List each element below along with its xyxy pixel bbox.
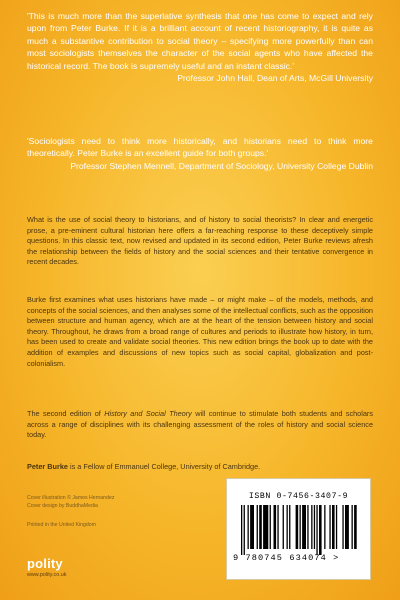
review-quote-hall [27, 10, 373, 84]
review-quote-mennell [27, 135, 373, 172]
blurb-paragraph-2: Burke first examines what uses historians have made – or might make – of the models, methods, and concepts of the social sciences, and then analyses some of the intellectual conflicts, such as the opposition between structure and human agency, which are at the heart of the tension between history and social theory. Throughout, he draws from a broad range of cultures and periods to illustrate how history, in turn, has been used to create and validate social theories. This new edition brings the book up to date with the addition of examples and discussions of new topics such as social capital, globalization and post-colonialism. [27, 295, 373, 368]
barcode-bar [259, 505, 262, 549]
barcode-bar [332, 505, 335, 549]
barcode-bar [283, 505, 284, 549]
barcode-bar [300, 505, 301, 549]
blurb-text: will continue to stimulate both students and scholars across a range of disciplines with its challenging assessment of the roles of history and social science today. [27, 409, 373, 440]
barcode-digits: 9 780745 634074 > [233, 553, 340, 563]
quote-text: 'Sociologists need to think more historically, and historians need to think more theoretically. Peter Burke is an excellent guide for both groups.' [27, 136, 373, 159]
barcode-bars-icon [241, 505, 358, 555]
publisher-block [27, 557, 66, 579]
barcode-bar [345, 505, 349, 549]
barcode-bar [296, 505, 299, 549]
design-credit: Cover design by BuddhaMedia [27, 502, 98, 509]
barcode-bar [302, 505, 306, 549]
barcode-bar [342, 505, 343, 549]
blurb-paragraph-1: What is the use of social theory to historians, and of history to social theorists? In clear and energetic prose, a pre-eminent cultural historian here offers a far-reaching response to these deceptively simple questions. In this classic text, now revised and updated in its second edition, Peter Burke reviews afresh the relationship between the fields of history and the social sciences and their tentative convergence in recent decades. [27, 215, 373, 267]
barcode-bar [287, 505, 288, 549]
isbn-label: ISBN 0-7456-3407-9 [248, 492, 349, 501]
author-bio [27, 462, 373, 473]
barcode-bar [241, 505, 242, 555]
barcode-bar [336, 505, 337, 549]
barcode-bar [329, 505, 330, 549]
quote-attribution: Professor John Hall, Dean of Arts, McGill University [177, 73, 373, 84]
print-location: Printed in the United Kingdom [27, 522, 96, 528]
quote-text: 'This is much more than the superlative synthesis that one has come to expect and rely upon from Peter Burke. If it is a brilliant account of recent historiography, it is quite as much a substantive contribution to social theory – specifying more powerfully than can most sociologists themselves the character of the social agents who have affected the historical record. The book is supremely useful and an instant classic.' [27, 11, 373, 71]
quote-attribution: Professor Stephen Mennell, Department of Sociology, University College Dublin [70, 160, 373, 171]
barcode-bar [263, 505, 268, 549]
barcode-bar [352, 505, 353, 549]
blurb-text: The second edition of [27, 409, 105, 418]
barcode-bar [316, 505, 317, 555]
barcode-bar [274, 505, 277, 549]
cover-credits [27, 495, 114, 510]
barcode-bar [319, 505, 322, 555]
author-bio-text: is a Fellow of Emmanuel College, University of Cambridge. [67, 462, 261, 471]
barcode-bar [314, 505, 315, 549]
barcode-bar [289, 505, 290, 549]
barcode-bar [270, 505, 271, 549]
barcode-bar [354, 505, 357, 549]
barcode-bar [244, 505, 245, 555]
barcode-bar [250, 505, 254, 549]
barcode-bar [307, 505, 308, 549]
illustration-credit: Cover illustration © James Hernandez [27, 495, 115, 501]
author-name: Peter Burke [27, 462, 68, 471]
barcode-bar [248, 505, 249, 549]
publisher-url: www.polity.co.uk [27, 572, 67, 578]
barcode-bar [277, 505, 278, 549]
blurb-paragraph-3 [27, 409, 373, 441]
isbn-barcode-box [226, 478, 371, 580]
barcode-bar [257, 505, 258, 549]
book-title: History and Social Theory [104, 409, 192, 418]
barcode-bar [324, 505, 325, 549]
barcode-bar [311, 505, 312, 549]
polity-logo: polity [27, 556, 63, 571]
